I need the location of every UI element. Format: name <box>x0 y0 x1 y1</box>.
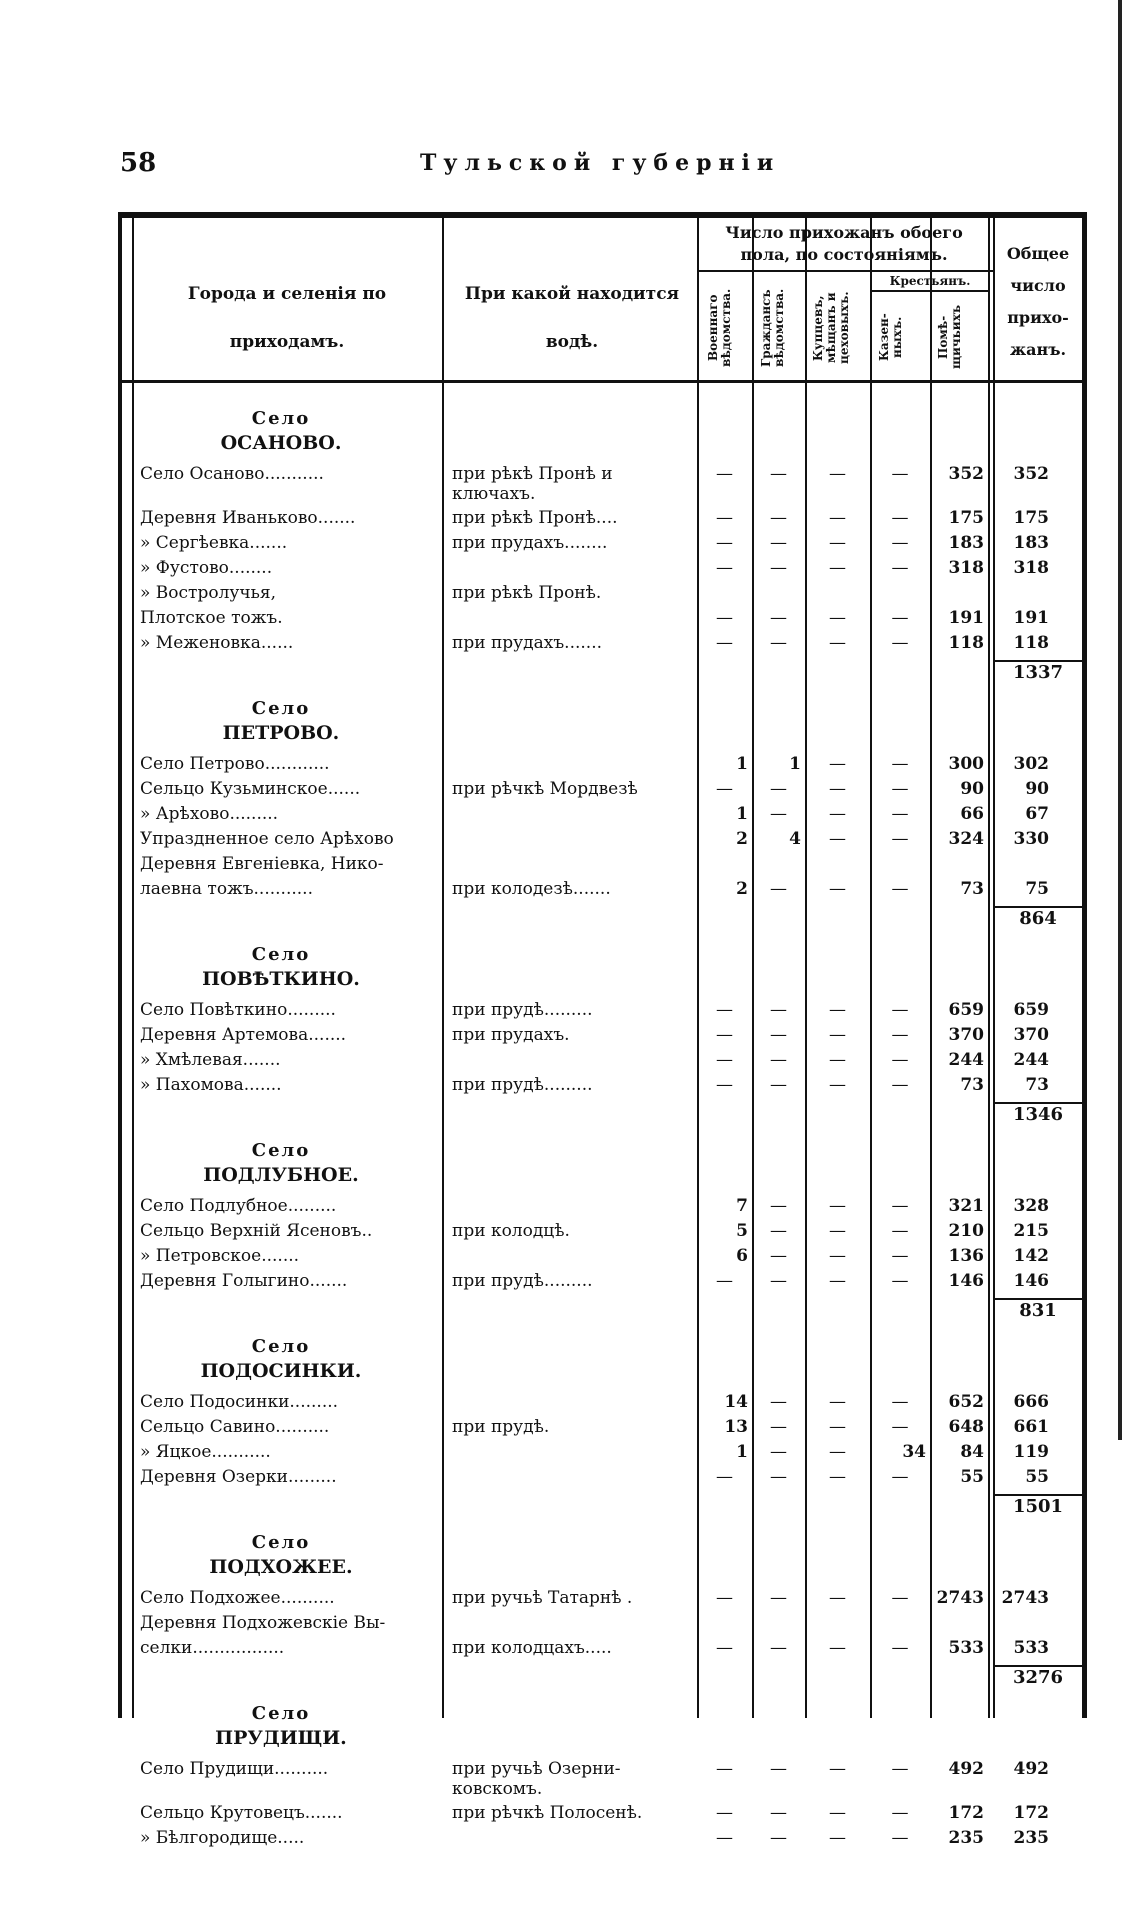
header-merchants: Купцевъ, мѣщанъ и цеховыхъ. <box>811 291 851 365</box>
cell-m: — <box>716 1803 733 1823</box>
cell-m: — <box>716 1025 733 1045</box>
cell-m: — <box>716 1050 733 1070</box>
cell-s: — <box>891 779 909 799</box>
table-row <box>122 779 1082 805</box>
cell-s: — <box>891 1588 909 1608</box>
cell-t: 175 <box>1013 508 1049 528</box>
section-village-name: ОСАНОВО. <box>220 432 342 454</box>
water-source: при рѣкѣ Пронѣ. <box>452 583 602 603</box>
section-label: Село <box>251 944 311 965</box>
cell-t: 75 <box>1025 879 1049 899</box>
cell-m: 1 <box>736 1442 748 1462</box>
cell-m: — <box>716 1828 733 1848</box>
table-row <box>122 1392 1082 1418</box>
cell-t: 666 <box>1013 1392 1049 1412</box>
cell-p: 136 <box>948 1246 984 1266</box>
cell-s: — <box>891 1828 909 1848</box>
cell-p: 244 <box>948 1050 984 1070</box>
cell-c: — <box>770 1075 787 1095</box>
cell-m: — <box>716 779 733 799</box>
settlement-name: Деревня Иваньково....... <box>140 508 356 528</box>
cell-k: — <box>829 508 846 528</box>
settlement-name: Деревня Евгеніевка, Нико- <box>140 854 384 874</box>
settlement-name: Село Петрово............ <box>140 754 330 774</box>
cell-t: 118 <box>1013 633 1049 653</box>
cell-m: 7 <box>736 1196 748 1216</box>
settlement-name: Сельцо Савино.......... <box>140 1417 330 1437</box>
cell-p: 146 <box>948 1271 984 1291</box>
table-row <box>122 1442 1082 1468</box>
cell-t: 328 <box>1013 1196 1049 1216</box>
cell-p: 300 <box>948 754 984 774</box>
cell-t: 146 <box>1013 1271 1049 1291</box>
table-row <box>122 1025 1082 1051</box>
section-label: Село <box>251 1336 311 1357</box>
settlement-name: » Бѣлгородище..... <box>140 1828 305 1848</box>
cell-t: 661 <box>1013 1417 1049 1437</box>
header-parishioners-group: Число прихожанъ обоего пола, по состояніямъ. <box>725 223 963 264</box>
cell-s: — <box>891 508 909 528</box>
settlement-name: » Востролучья, <box>140 583 276 603</box>
table-row <box>122 1196 1082 1222</box>
cell-p: 183 <box>948 533 984 553</box>
section-total: 1337 <box>1012 662 1064 683</box>
cell-t: 533 <box>1013 1638 1049 1658</box>
cell-k: — <box>829 1803 846 1823</box>
cell-k: — <box>829 804 846 824</box>
cell-p: 90 <box>960 779 984 799</box>
parish-table <box>118 212 1087 1848</box>
table-row <box>122 1221 1082 1247</box>
water-source: при ручьѣ Татарнѣ . <box>452 1588 633 1608</box>
header-landlord-peasants: Помѣ-щичьихъ <box>936 304 963 370</box>
water-source: при ручьѣ Озерни- <box>452 1759 621 1779</box>
settlement-name: Плотское тожъ. <box>140 608 283 628</box>
cell-c: — <box>770 464 787 484</box>
cell-s: — <box>891 1803 909 1823</box>
cell-m: — <box>716 1467 733 1487</box>
cell-s: — <box>891 1050 909 1070</box>
cell-k: — <box>829 879 846 899</box>
cell-p: 492 <box>948 1759 984 1779</box>
cell-m: 2 <box>736 879 748 899</box>
cell-p: 73 <box>960 879 984 899</box>
settlement-name: Деревня Подхожевскіе Вы- <box>140 1613 386 1633</box>
cell-s: — <box>891 1075 909 1095</box>
cell-m: 2 <box>736 829 748 849</box>
cell-m: — <box>716 1588 733 1608</box>
settlement-name: » Яцкое........... <box>140 1442 271 1462</box>
section-total: 1501 <box>1012 1496 1064 1517</box>
settlement-name: » Меженовка...... <box>140 633 294 653</box>
water-source: при прудѣ......... <box>452 1075 593 1095</box>
cell-p: 652 <box>948 1392 984 1412</box>
cell-m: 13 <box>724 1417 748 1437</box>
cell-c: — <box>770 804 787 824</box>
settlement-name: Село Повѣткино......... <box>140 1000 336 1020</box>
cell-s: — <box>891 1000 909 1020</box>
running-head: Тульской губерніи <box>420 150 781 176</box>
cell-t: 2743 <box>1001 1588 1049 1608</box>
cell-p: 55 <box>960 1467 984 1487</box>
cell-m: — <box>716 1759 733 1779</box>
cell-c: — <box>770 779 787 799</box>
cell-c: — <box>770 1050 787 1070</box>
cell-t: 318 <box>1013 558 1049 578</box>
section-total: 1346 <box>1012 1104 1064 1125</box>
settlement-name: Деревня Голыгино....... <box>140 1271 348 1291</box>
header-state-peasants: Казен-ныхъ. <box>877 313 904 361</box>
table-row <box>122 804 1082 830</box>
settlement-name: » Пахомова....... <box>140 1075 282 1095</box>
section-label: Село <box>251 1140 311 1161</box>
cell-p: 533 <box>948 1638 984 1658</box>
cell-p: 324 <box>948 829 984 849</box>
cell-k: — <box>829 533 846 553</box>
water-source: при рѣчкѣ Мордвезѣ <box>452 779 638 799</box>
cell-t: 172 <box>1013 1803 1049 1823</box>
cell-s: — <box>891 1759 909 1779</box>
table-row <box>122 1000 1082 1026</box>
table-row <box>122 1803 1082 1829</box>
cell-k: — <box>829 1417 846 1437</box>
cell-c: — <box>770 1803 787 1823</box>
cell-c: — <box>770 1442 787 1462</box>
cell-m: 6 <box>736 1246 748 1266</box>
settlement-name: Село Подосинки......... <box>140 1392 339 1412</box>
cell-p: 175 <box>948 508 984 528</box>
section-village-name: ПРУДИЩИ. <box>215 1727 347 1749</box>
settlement-name: » Сергѣевка....... <box>140 533 288 553</box>
cell-k: — <box>829 464 846 484</box>
cell-c: — <box>770 1000 787 1020</box>
cell-t: 90 <box>1025 779 1049 799</box>
settlement-name: Село Прудищи.......... <box>140 1759 329 1779</box>
water-source: при колодезѣ....... <box>452 879 611 899</box>
cell-t: 73 <box>1025 1075 1049 1095</box>
table-row <box>122 1828 1082 1854</box>
cell-s: 34 <box>902 1442 926 1462</box>
cell-c: — <box>770 1467 787 1487</box>
table-row <box>122 854 1082 880</box>
cell-p: 2743 <box>936 1588 984 1608</box>
cell-t: 659 <box>1013 1000 1049 1020</box>
water-source: при рѣчкѣ Полосенѣ. <box>452 1803 643 1823</box>
settlement-name: Сельцо Крутовецъ....... <box>140 1803 343 1823</box>
cell-m: — <box>716 1271 733 1291</box>
cell-c: — <box>770 1271 787 1291</box>
water-source: при прудахъ....... <box>452 633 602 653</box>
section-label: Село <box>251 1703 311 1724</box>
cell-p: 84 <box>960 1442 984 1462</box>
table-row <box>122 508 1082 534</box>
cell-p: 659 <box>948 1000 984 1020</box>
section-label: Село <box>251 408 311 429</box>
settlement-name: » Арѣхово......... <box>140 804 279 824</box>
table-row-continuation <box>122 484 1082 510</box>
settlement-name: Село Подлубное......... <box>140 1196 337 1216</box>
water-source: при колодцѣ. <box>452 1221 570 1241</box>
table-row <box>122 608 1082 634</box>
table-row <box>122 1050 1082 1076</box>
cell-m: 5 <box>736 1221 748 1241</box>
cell-c: 1 <box>789 754 801 774</box>
cell-p: 118 <box>948 633 984 653</box>
table-row <box>122 583 1082 609</box>
water-source: при прудахъ........ <box>452 533 608 553</box>
cell-s: — <box>891 829 909 849</box>
cell-k: — <box>829 1442 846 1462</box>
cell-m: — <box>716 464 733 484</box>
cell-p: 191 <box>948 608 984 628</box>
cell-c: — <box>770 1392 787 1412</box>
cell-p: 352 <box>948 464 984 484</box>
cell-p: 235 <box>948 1828 984 1848</box>
cell-t: 370 <box>1013 1025 1049 1045</box>
page-edge-line <box>1118 0 1122 1440</box>
cell-p: 370 <box>948 1025 984 1045</box>
settlement-name: Село Подхожее.......... <box>140 1588 335 1608</box>
cell-k: — <box>829 1050 846 1070</box>
cell-t: 215 <box>1013 1221 1049 1241</box>
header-water: При какой находится водѣ. <box>464 284 680 352</box>
settlement-name: Сельцо Верхній Ясеновъ.. <box>140 1221 373 1241</box>
cell-t: 183 <box>1013 533 1049 553</box>
header-total: Общее число прихо-жанъ. <box>1006 244 1070 359</box>
cell-c: — <box>770 1196 787 1216</box>
cell-s: — <box>891 804 909 824</box>
header-places: Города и селенія по приходамъ. <box>187 284 387 352</box>
cell-m: 14 <box>724 1392 748 1412</box>
cell-k: — <box>829 1246 846 1266</box>
page-number: 58 <box>120 148 157 178</box>
cell-c: — <box>770 1828 787 1848</box>
cell-t: 55 <box>1025 1467 1049 1487</box>
water-source-continued: ковскомъ. <box>452 1779 543 1799</box>
cell-t: 142 <box>1013 1246 1049 1266</box>
table-row <box>122 1246 1082 1272</box>
cell-s: — <box>891 608 909 628</box>
cell-k: — <box>829 608 846 628</box>
cell-c: — <box>770 1759 787 1779</box>
cell-c: — <box>770 1417 787 1437</box>
table-row <box>122 754 1082 780</box>
header-peasants: Крестьянъ. <box>889 274 971 288</box>
cell-k: — <box>829 558 846 578</box>
cell-s: — <box>891 1271 909 1291</box>
settlement-name: » Хмѣлевая....... <box>140 1050 281 1070</box>
cell-c: — <box>770 608 787 628</box>
cell-k: — <box>829 779 846 799</box>
cell-s: — <box>891 1638 909 1658</box>
water-source: при рѣкѣ Пронѣ.... <box>452 508 618 528</box>
table-row <box>122 558 1082 584</box>
settlement-name: селки................. <box>140 1638 285 1658</box>
cell-s: — <box>891 1417 909 1437</box>
cell-k: — <box>829 1025 846 1045</box>
section-total: 3276 <box>1012 1667 1064 1688</box>
cell-s: — <box>891 1392 909 1412</box>
settlement-name: Деревня Артемова....... <box>140 1025 347 1045</box>
cell-s: — <box>891 1246 909 1266</box>
table-row <box>122 1638 1082 1664</box>
cell-p: 172 <box>948 1803 984 1823</box>
table-row <box>122 1417 1082 1443</box>
table-row <box>122 879 1082 905</box>
cell-m: — <box>716 1075 733 1095</box>
cell-k: — <box>829 1638 846 1658</box>
cell-m: — <box>716 558 733 578</box>
cell-k: — <box>829 1588 846 1608</box>
cell-s: — <box>891 754 909 774</box>
water-source: при рѣкѣ Пронѣ и <box>452 464 613 484</box>
cell-t: 235 <box>1013 1828 1049 1848</box>
cell-k: — <box>829 1000 846 1020</box>
cell-k: — <box>829 1075 846 1095</box>
cell-c: — <box>770 558 787 578</box>
settlement-name: Упраздненное село Арѣхово <box>140 829 394 849</box>
cell-k: — <box>829 1467 846 1487</box>
cell-c: — <box>770 1025 787 1045</box>
settlement-name: лаевна тожъ........... <box>140 879 313 899</box>
water-source-continued: ключахъ. <box>452 484 536 504</box>
settlement-name: Сельцо Кузьминское...... <box>140 779 361 799</box>
table-row <box>122 829 1082 855</box>
cell-c: — <box>770 1246 787 1266</box>
cell-m: — <box>716 533 733 553</box>
cell-k: — <box>829 1196 846 1216</box>
cell-k: — <box>829 754 846 774</box>
cell-m: — <box>716 508 733 528</box>
cell-s: — <box>891 533 909 553</box>
section-village-name: ПЕТРОВО. <box>222 722 340 744</box>
cell-t: 67 <box>1025 804 1049 824</box>
table-row <box>122 533 1082 559</box>
cell-k: — <box>829 633 846 653</box>
cell-c: — <box>770 879 787 899</box>
cell-p: 648 <box>948 1417 984 1437</box>
cell-s: — <box>891 464 909 484</box>
cell-m: — <box>716 1638 733 1658</box>
cell-t: 244 <box>1013 1050 1049 1070</box>
cell-t: 302 <box>1013 754 1049 774</box>
cell-p: 321 <box>948 1196 984 1216</box>
table-row <box>122 1588 1082 1614</box>
cell-k: — <box>829 1392 846 1412</box>
cell-c: — <box>770 1221 787 1241</box>
cell-s: — <box>891 1196 909 1216</box>
cell-c: — <box>770 1588 787 1608</box>
cell-m: 1 <box>736 754 748 774</box>
cell-s: — <box>891 1221 909 1241</box>
cell-c: — <box>770 508 787 528</box>
settlement-name: Деревня Озерки......... <box>140 1467 337 1487</box>
cell-c: — <box>770 1638 787 1658</box>
water-source: при колодцахъ..... <box>452 1638 612 1658</box>
cell-p: 318 <box>948 558 984 578</box>
table-row <box>122 1467 1082 1493</box>
section-total: 831 <box>1019 1300 1057 1321</box>
section-label: Село <box>251 698 311 719</box>
cell-k: — <box>829 1271 846 1291</box>
water-source: при прудѣ. <box>452 1417 550 1437</box>
cell-m: — <box>716 608 733 628</box>
section-label: Село <box>251 1532 311 1553</box>
cell-c: — <box>770 533 787 553</box>
cell-p: 66 <box>960 804 984 824</box>
section-village-name: ПОДОСИНКИ. <box>200 1360 362 1382</box>
cell-t: 492 <box>1013 1759 1049 1779</box>
cell-m: — <box>716 633 733 653</box>
cell-t: 191 <box>1013 608 1049 628</box>
cell-s: — <box>891 1467 909 1487</box>
table-row <box>122 1271 1082 1297</box>
cell-p: 210 <box>948 1221 984 1241</box>
settlement-name: » Фустово........ <box>140 558 273 578</box>
cell-s: — <box>891 1025 909 1045</box>
section-total: 864 <box>1019 908 1057 929</box>
settlement-name: Село Осаново........... <box>140 464 324 484</box>
section-village-name: ПОДЛУБНОЕ. <box>203 1164 359 1186</box>
cell-k: — <box>829 1828 846 1848</box>
cell-k: — <box>829 1759 846 1779</box>
settlement-name: » Петровское....... <box>140 1246 300 1266</box>
water-source: при прудѣ......... <box>452 1000 593 1020</box>
water-source: при прудахъ. <box>452 1025 570 1045</box>
table-row <box>122 1613 1082 1639</box>
cell-k: — <box>829 829 846 849</box>
header-military: Военнаго вѣдомства. <box>706 288 733 368</box>
cell-m: — <box>716 1000 733 1020</box>
cell-p: 73 <box>960 1075 984 1095</box>
cell-m: 1 <box>736 804 748 824</box>
cell-t: 352 <box>1013 464 1049 484</box>
cell-k: — <box>829 1221 846 1241</box>
table-row-continuation <box>122 1779 1082 1805</box>
cell-t: 330 <box>1013 829 1049 849</box>
cell-c: 4 <box>789 829 801 849</box>
section-village-name: ПОВѢТКИНО. <box>202 968 360 990</box>
cell-s: — <box>891 879 909 899</box>
table-row <box>122 633 1082 659</box>
header-civil: Граждансъ вѣдомства. <box>759 288 786 368</box>
water-source: при прудѣ......... <box>452 1271 593 1291</box>
section-village-name: ПОДХОЖЕЕ. <box>209 1556 353 1578</box>
cell-s: — <box>891 558 909 578</box>
table-row <box>122 1075 1082 1101</box>
cell-c: — <box>770 633 787 653</box>
cell-t: 119 <box>1013 1442 1049 1462</box>
cell-s: — <box>891 633 909 653</box>
